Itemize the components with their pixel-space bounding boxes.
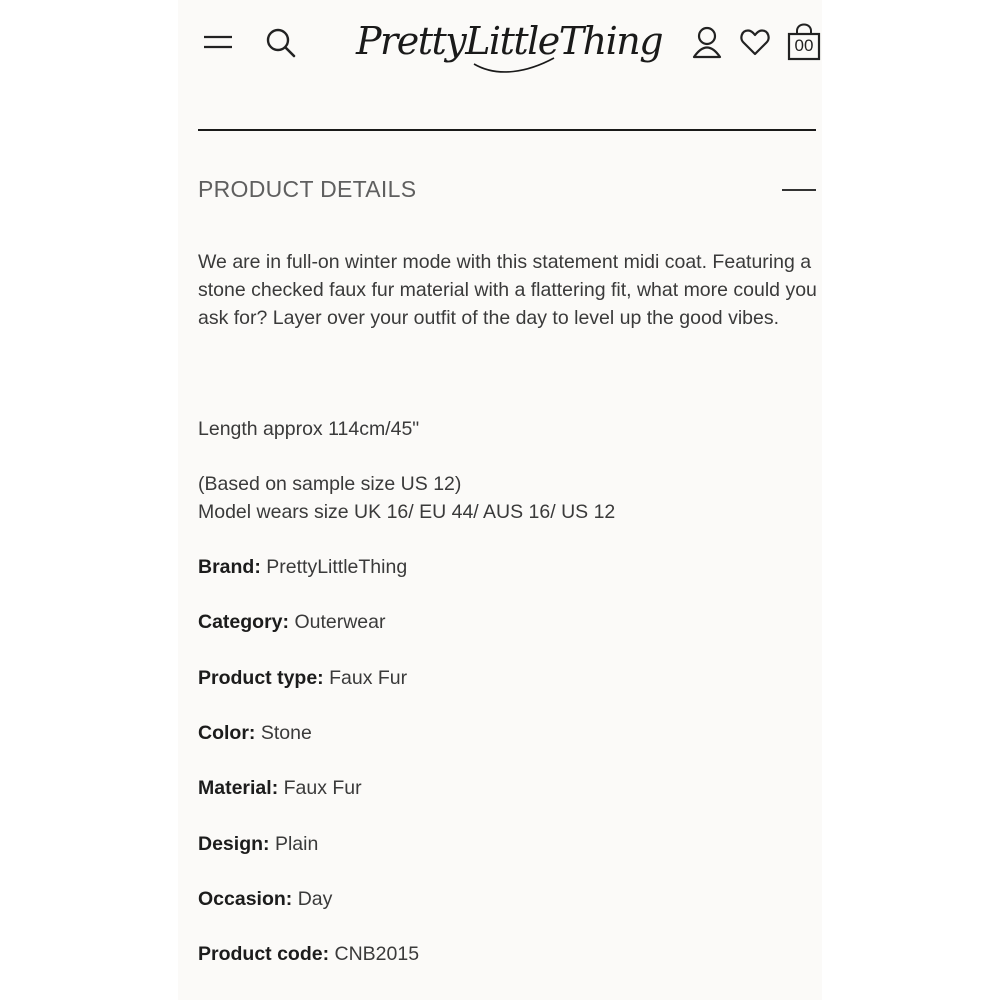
attribute-category — [198, 608, 386, 636]
attribute-value: Plain — [274, 833, 319, 855]
product-description: We are in full-on winter mode with this statement midi coat. Featuring a stone checked faux fur material with a flattering fit, what more could you ask for? Layer over your outfit of the day to level up the good vibes. — [198, 251, 817, 329]
attribute-label: Occasion: — [198, 888, 293, 910]
attribute-label: Category: — [198, 611, 290, 633]
sample-size-note: (Based on sample size US 12) — [198, 473, 462, 495]
attribute-value: Outerwear — [294, 611, 386, 633]
attribute-label: Material: — [198, 777, 279, 799]
attribute-value: PrettyLittleThing — [266, 556, 408, 578]
attribute-value: Day — [297, 888, 333, 910]
heart-icon[interactable] — [739, 26, 771, 58]
attribute-value: CNB2015 — [334, 943, 420, 965]
product-details-accordion-header[interactable] — [198, 170, 816, 210]
product-details-content — [198, 248, 820, 965]
logo-text: PrettyLittleThing — [355, 19, 663, 63]
attribute-material — [198, 774, 362, 802]
account-icon[interactable] — [690, 24, 724, 62]
attribute-value: Faux Fur — [329, 667, 408, 689]
attribute-color — [198, 719, 312, 747]
product-page — [178, 0, 822, 1000]
site-header — [178, 0, 822, 90]
search-icon[interactable] — [264, 25, 298, 61]
attribute-product-type — [198, 664, 407, 692]
model-size-note: Model wears size UK 16/ EU 44/ AUS 16/ US 12 — [198, 501, 616, 523]
shopping-bag-icon[interactable] — [786, 22, 822, 62]
section-title: PRODUCT DETAILS — [198, 176, 417, 202]
hamburger-menu-icon[interactable] — [202, 30, 234, 56]
attribute-value: Stone — [260, 722, 312, 744]
minus-icon[interactable] — [782, 189, 816, 191]
attribute-label: Product type: — [198, 667, 324, 689]
section-divider — [198, 129, 816, 131]
brand-logo[interactable] — [355, 8, 663, 78]
bag-count-badge: 00 — [794, 36, 814, 55]
attribute-product-code — [198, 940, 419, 968]
attribute-brand — [198, 553, 407, 581]
attribute-label: Product code: — [198, 943, 330, 965]
attribute-occasion — [198, 885, 332, 913]
attribute-label: Brand: — [198, 556, 261, 578]
attribute-label: Color: — [198, 722, 256, 744]
attribute-design — [198, 830, 318, 858]
product-length: Length approx 114cm/45" — [198, 418, 420, 440]
attribute-label: Design: — [198, 833, 270, 855]
attribute-value: Faux Fur — [283, 777, 362, 799]
